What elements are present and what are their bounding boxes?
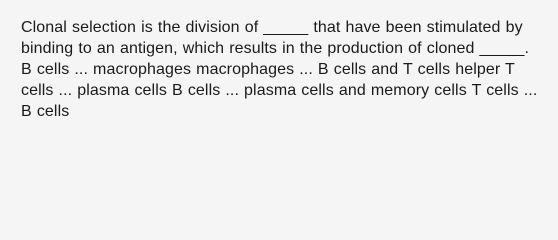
question-text: Clonal selection is the division of _____ that have been stimulated by binding to an antigen, which results in the production of cloned _____. B cells ... macrophages macrophages ... B cells and T cells helper T cells ... plasma cells B cells ... plasma cells and memory cells T cells ... B cells: [21, 19, 538, 120]
